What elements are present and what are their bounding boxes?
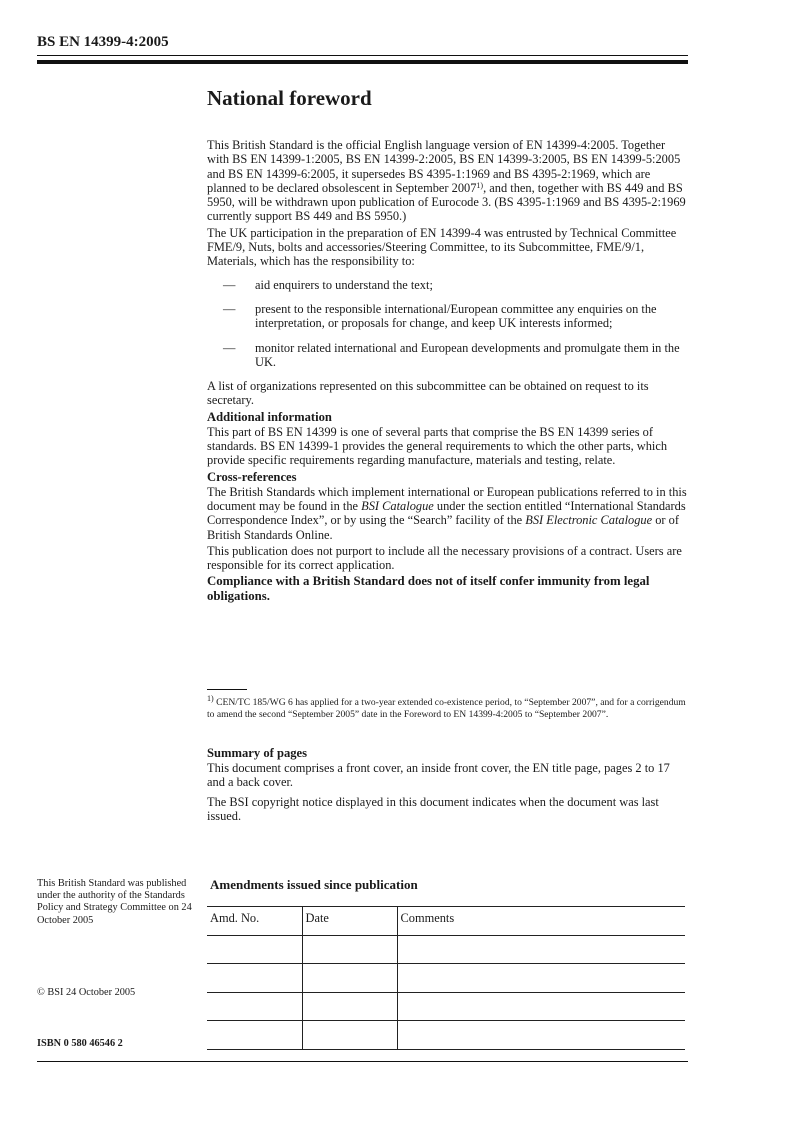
bsi-catalogue-title: BSI Catalogue (361, 498, 434, 513)
footnote (207, 694, 687, 722)
additional-info-text: This part of BS EN 14399 is one of several parts that comprise the BS EN 14399 series of standards. BS EN 14399-1 provides the general requirements to which the other parts, which provide specific requirements regarding manufacture, materials and testing, relate. (207, 424, 668, 468)
responsibility-list (207, 278, 688, 369)
cross-references-text: The British Standards which implement international or European publications referred to in this document may be found in the BSI Catalogue under the section entitled “International Standards Correspondence Index”, or by using the “Search” facility of the BSI Electronic Catalogue or of British Standards Online. (207, 484, 687, 542)
column-header-amd-no: Amd. No. (207, 907, 302, 936)
summary-heading: Summary of pages (207, 746, 308, 760)
cross-references-heading: Cross-references (207, 469, 297, 484)
table-row (207, 1021, 685, 1050)
dash-bullet: — (223, 277, 236, 292)
footnote-rule (207, 689, 247, 690)
amendments-table (207, 906, 685, 1050)
table-row (207, 935, 685, 964)
publication-note: This British Standard was published under the authority of the Standards Policy and Strategy Committee on 24 October 2005 (37, 878, 192, 926)
participation-paragraph: The UK participation in the preparation of EN 14399-4 was entrusted by Technical Committee FME/9, Nuts, bolts and accessories/Steering Committee, to its Subcommittee, FME/9/1, Materials, which has the responsibility to: (207, 225, 677, 269)
list-item: — present to the responsible international/European committee any enquiries on the interpretation, or proposals for change, and keep UK interests informed; (207, 302, 688, 331)
amendments-title: Amendments issued since publication (210, 877, 418, 892)
list-item: — monitor related international and European developments and promulgate them in the UK. (207, 341, 688, 370)
page-title: National foreword (207, 86, 372, 110)
footnote-text: CEN/TC 185/WG 6 has applied for a two-year extended co-existence period, to “September 2007”, and for a corrigendum to amend the second “September 2005” date in the Foreword to EN 14399-4:2005 to “September 2007”. (207, 697, 686, 721)
organizations-paragraph: A list of organizations represented on this subcommittee can be obtained on request to its secretary. (207, 379, 649, 408)
column-header-date: Date (302, 907, 397, 936)
table-header-row (207, 907, 685, 936)
dash-bullet: — (223, 340, 236, 355)
intro-paragraph (207, 138, 688, 224)
summary-text: This document comprises a front cover, an inside front cover, the EN title page, pages 2 to 17 and a back cover. (207, 761, 670, 790)
footnote-ref: 1) (476, 180, 484, 190)
additional-info-heading: Additional information (207, 409, 332, 424)
copyright-note: The BSI copyright notice displayed in this document indicates when the document was last issued. (207, 794, 659, 823)
compliance-statement: Compliance with a British Standard does not of itself confer immunity from legal obligations. (207, 574, 650, 604)
column-header-comments: Comments (397, 907, 685, 936)
table-row (207, 964, 685, 993)
intro-text-a: This British Standard is the official English language version of EN 14399-4:2005. Together with BS EN 14399-1:2005, BS EN 14399-2:2005, BS EN 14399-3:2005, BS EN 14399-5:2005 and BS EN 14399-6:2005, it supersedes BS 4395-1:1969 and BS 4395-2:1969, which are planned to be declared obsolescent in September 2007 (207, 138, 681, 195)
isbn: ISBN 0 580 46546 2 (37, 1038, 123, 1049)
intro-text-b: , and then, together with BS 449 and BS 5950, will be withdrawn upon publication of Eurocode 3. (BS 4395-1:1969 and BS 4395-2:1969 currently support BS 449 and BS 5950.) (207, 180, 686, 224)
contract-paragraph: This publication does not purport to include all the necessary provisions of a contract. Users are responsible for its correct application. (207, 543, 682, 573)
list-item: — aid enquirers to understand the text; (207, 278, 688, 292)
dash-bullet: — (223, 301, 236, 316)
footnote-mark: 1) (207, 694, 214, 703)
table-row (207, 992, 685, 1021)
header-rule-thick (37, 60, 688, 64)
copyright-line: © BSI 24 October 2005 (37, 987, 136, 998)
bsi-electronic-catalogue-title: BSI Electronic Catalogue (525, 513, 653, 528)
header-rule-thin (37, 55, 688, 56)
foreword-body (207, 138, 688, 604)
summary-of-pages (207, 745, 688, 828)
footer-rule (37, 1061, 688, 1062)
document-id-header: BS EN 14399-4:2005 (37, 34, 169, 50)
